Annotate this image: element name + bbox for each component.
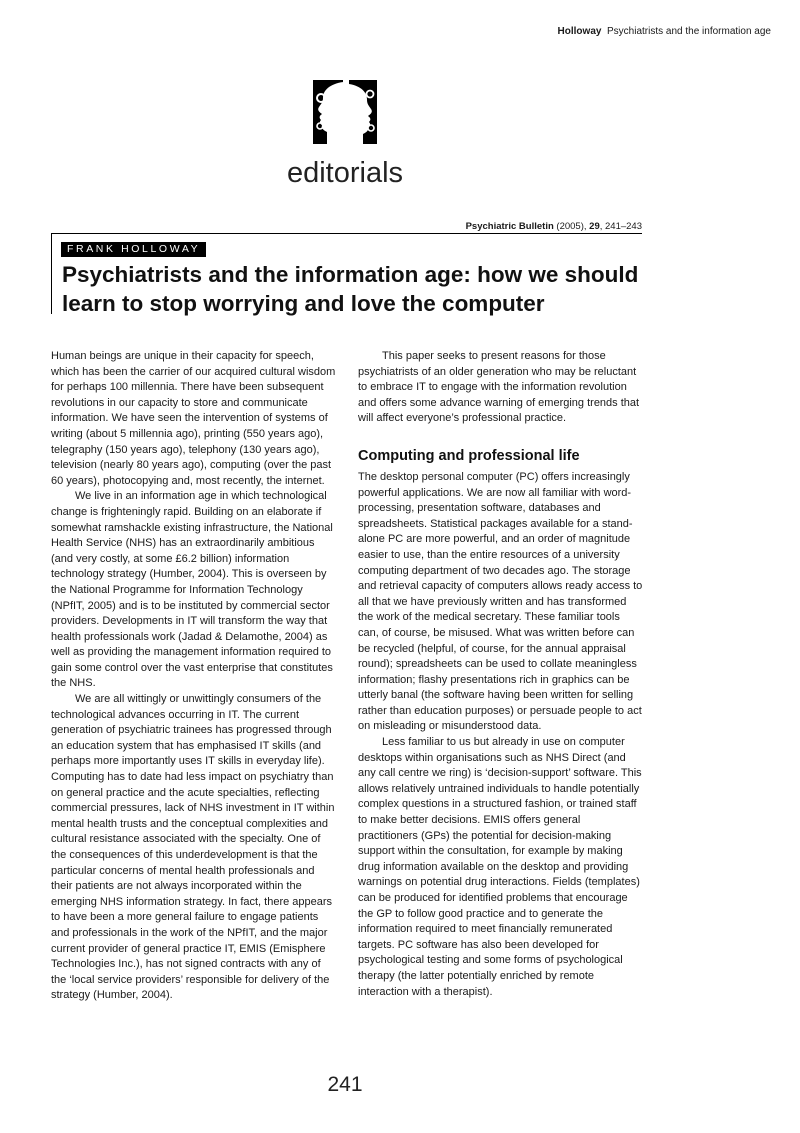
article-title-line: learn to stop worrying and love the computer — [62, 291, 545, 316]
author-tag: FRANK HOLLOWAY — [61, 242, 206, 257]
running-head-author: Holloway — [557, 26, 602, 37]
right-column — [358, 349, 643, 1000]
citation-year: (2005), — [556, 221, 587, 232]
article-title-line: Psychiatrists and the information age: how we should — [62, 262, 639, 287]
profile-heads-logo-icon — [313, 80, 377, 144]
running-head-title: Psychiatrists and the information age — [607, 26, 771, 37]
page-number: 241 — [327, 1073, 363, 1096]
section-label: editorials — [286, 157, 404, 189]
citation — [466, 221, 642, 232]
running-head — [558, 26, 771, 37]
intro-paragraph: This paper seeks to present reasons for those psychiatrists of an older generation who may be reluctant to embrace IT to engage with the information revolution and offers some advance warning of emerging trends that will affect everyone’s professional practice. — [358, 350, 640, 425]
body-paragraph: Less familiar to us but already in use on computer desktops within organisations such as NHS Direct (and any call centre we ring) is ‘decision-support’ software. This allows relatively untrained individuals to handle potentially complex questions in a structured fashion, or trained staff to make better decisions. EMIS offers general practitioners (GPs) the potential for decision-making support within the consultation, for example by making drug information available on the desktop and providing warnings on potential drug interactions. Fields (templates) can be produced for identified problems that encourage the GP to follow good practice and to generate the information required to meet financially remunerated targets. PC software has also been developed for psychological testing and some forms of psychological therapy (the latter potentially enriched by remote interaction with a therapist). — [358, 736, 642, 998]
body-paragraph: The desktop personal computer (PC) offers increasingly powerful applications. We are now all familiar with word-processing, presentation software, databases and spreadsheets. Statistical packages available for a stand-alone PC are more powerful, and an order of magnitude easier to use, than the entire resources of a university computing department of two decades ago. The storage and retrieval capacity of computers allows ready access to all that we have previously written and has transformed the work of the medical secretary. These familiar tools can, of course, be misused. What was written before can be recycled (helpful, of course, for the annual appraisal round); spreadsheets can be used to collate meaningless information; flashy presentations rich in graphics can be utterly banal (the software having been written for selling rather than education purposes) or persuade people to act on misleading or misunderstood data. — [358, 470, 643, 733]
body-paragraph: Human beings are unique in their capacity for speech, which has been the carrier of our acquired cultural wisdom for perhaps 100 millennia. There have been subsequent revolutions in our capacity to store and communicate information. We have seen the intervention of systems of writing (about 5 millennia ago), printing (550 years ago), telegraphy (150 years ago), telephony (130 years ago), television (nearly 80 years ago), computing (over the past 60 years), photocopying and, most recently, the internet. — [51, 350, 336, 487]
left-column — [51, 349, 336, 1004]
citation-volume: 29 — [589, 221, 600, 232]
section-heading: Computing and professional life — [358, 447, 580, 464]
body-paragraph: We live in an information age in which technological change is frighteningly rapid. Building on an elaborate if somewhat ramshackle existing infrastructure, the National Health Service (NHS) has an extraordinarily ambitious (and very costly, at some £6.2 billion) information technology strategy (Humber, 2004). This is overseen by the National Programme for Information Technology (NPfIT, 2005) and is to be instituted by commercial sector providers. Developments in IT will transform the way that health professionals work (Jadad & Delamothe, 2004) as well as providing the management information required to gain some control over the vast enterprise that constitutes the NHS. — [51, 490, 333, 690]
article-title — [62, 260, 642, 318]
citation-journal: Psychiatric Bulletin — [465, 221, 554, 232]
citation-pages: , 241–243 — [599, 221, 642, 232]
body-paragraph: We are all wittingly or unwittingly consumers of the technological advances occurring in IT. The current generation of psychiatric trainees has progressed through an education system that has emphasised IT skills (and perhaps more importantly uses IT skills in everyday life). Computing has to date had less impact on psychiatry than on general practice and the acute specialties, reflecting commercial pressures, lack of NHS investment in IT within mental health trusts and the conceptual complexities and cultural resistance associated with the specialty. One of the consequences of this underdevelopment is that the particular concerns of mental health professionals and their patients are not always incorporated within the emerging NHS information strategy. In fact, there appears to have been a more general failure to engage patients and professionals in the work of the NPfIT, and the major current provider of general practice IT, EMIS (Emisphere Technologies Inc.), has not signed contracts with any of the ‘local service providers’ responsible for delivery of the strategy (Humber, 2004). — [51, 693, 335, 1002]
header-rule-vertical — [51, 233, 52, 314]
header-rule — [51, 233, 642, 234]
